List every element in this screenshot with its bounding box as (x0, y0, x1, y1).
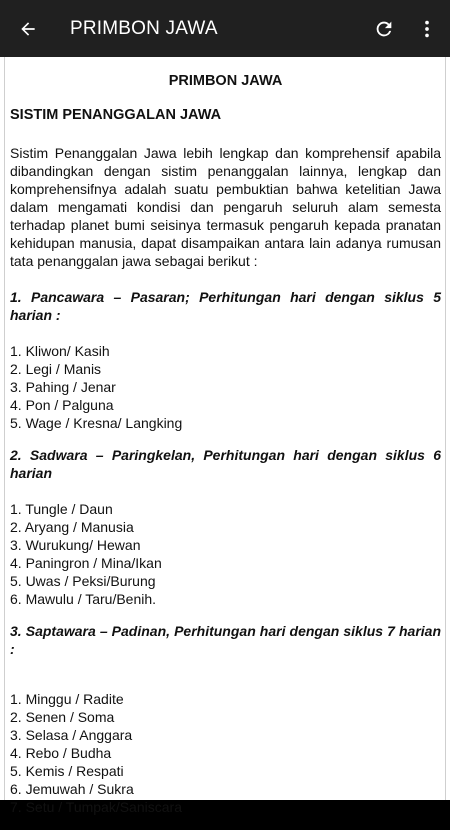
list-item: 6. Jemuwah / Sukra (10, 781, 134, 797)
back-button[interactable] (0, 0, 56, 57)
list-item: 5. Uwas / Peksi/Burung (10, 573, 156, 589)
sadwara-list (10, 500, 441, 608)
refresh-icon (373, 18, 395, 40)
document-title: PRIMBON JAWA (168, 73, 283, 89)
app-bar (0, 0, 450, 57)
list-item: 2. Senen / Soma (10, 709, 115, 725)
intro-paragraph: Sistim Penanggalan Jawa lebih lengkap dan komprehensif apabila dibandingkan dengan sistim penanggalan lainnya, lengkap dan komprehensifnya adalah suatu pembuktian bahwa ketelitian Jawa dalam mengamati kondisi dan pengaruh seluruh alam semesta terhadap planet bumi seisinya termasuk pengaruh kepada pranatan kehidupan manusia, dapat disampaikan antara lain adanya rumusan tata penanggalan jawa sebagai berikut : (10, 145, 441, 269)
list-item: 1. Kliwon/ Kasih (10, 343, 110, 359)
list-item: 4. Paningron / Mina/Ikan (10, 555, 162, 571)
list-item: 5. Kemis / Respati (10, 763, 124, 779)
list-item: 2. Legi / Manis (10, 361, 102, 377)
overflow-menu-button[interactable] (404, 0, 450, 57)
list-item: 4. Rebo / Budha (10, 745, 112, 761)
list-item: 2. Aryang / Manusia (10, 519, 134, 535)
saptawara-list (10, 690, 441, 816)
pancawara-list (10, 342, 441, 432)
list-item: 1. Tungle / Daun (10, 501, 113, 517)
list-item: 5. Wage / Kresna/ Langking (10, 415, 183, 431)
app-title: PRIMBON JAWA (70, 17, 218, 39)
list-item: 3. Wurukung/ Hewan (10, 537, 141, 553)
section-heading-sadwara: 2. Sadwara – Paringkelan, Perhitungan hari dengan siklus 6 harian (10, 447, 441, 481)
refresh-button[interactable] (364, 0, 404, 57)
section-heading-pancawara: 1. Pancawara – Pasaran; Perhitungan hari dengan siklus 5 harian : (10, 289, 441, 323)
list-item: 4. Pon / Palguna (10, 397, 114, 413)
article-content (10, 72, 441, 830)
section-heading-saptawara: 3. Saptawara – Padinan, Perhitungan hari dengan siklus 7 harian : (10, 623, 441, 657)
list-item: 6. Mawulu / Taru/Benih. (10, 591, 157, 607)
list-item: 7. Setu / Tumpak/Saniscara (10, 799, 182, 815)
more-vert-icon (416, 18, 438, 40)
section-title: SISTIM PENANGGALAN JAWA (10, 107, 222, 123)
list-item: 3. Pahing / Jenar (10, 379, 116, 395)
list-item: 1. Minggu / Radite (10, 691, 124, 707)
back-arrow-icon (18, 19, 38, 39)
list-item: 3. Selasa / Anggara (10, 727, 133, 743)
